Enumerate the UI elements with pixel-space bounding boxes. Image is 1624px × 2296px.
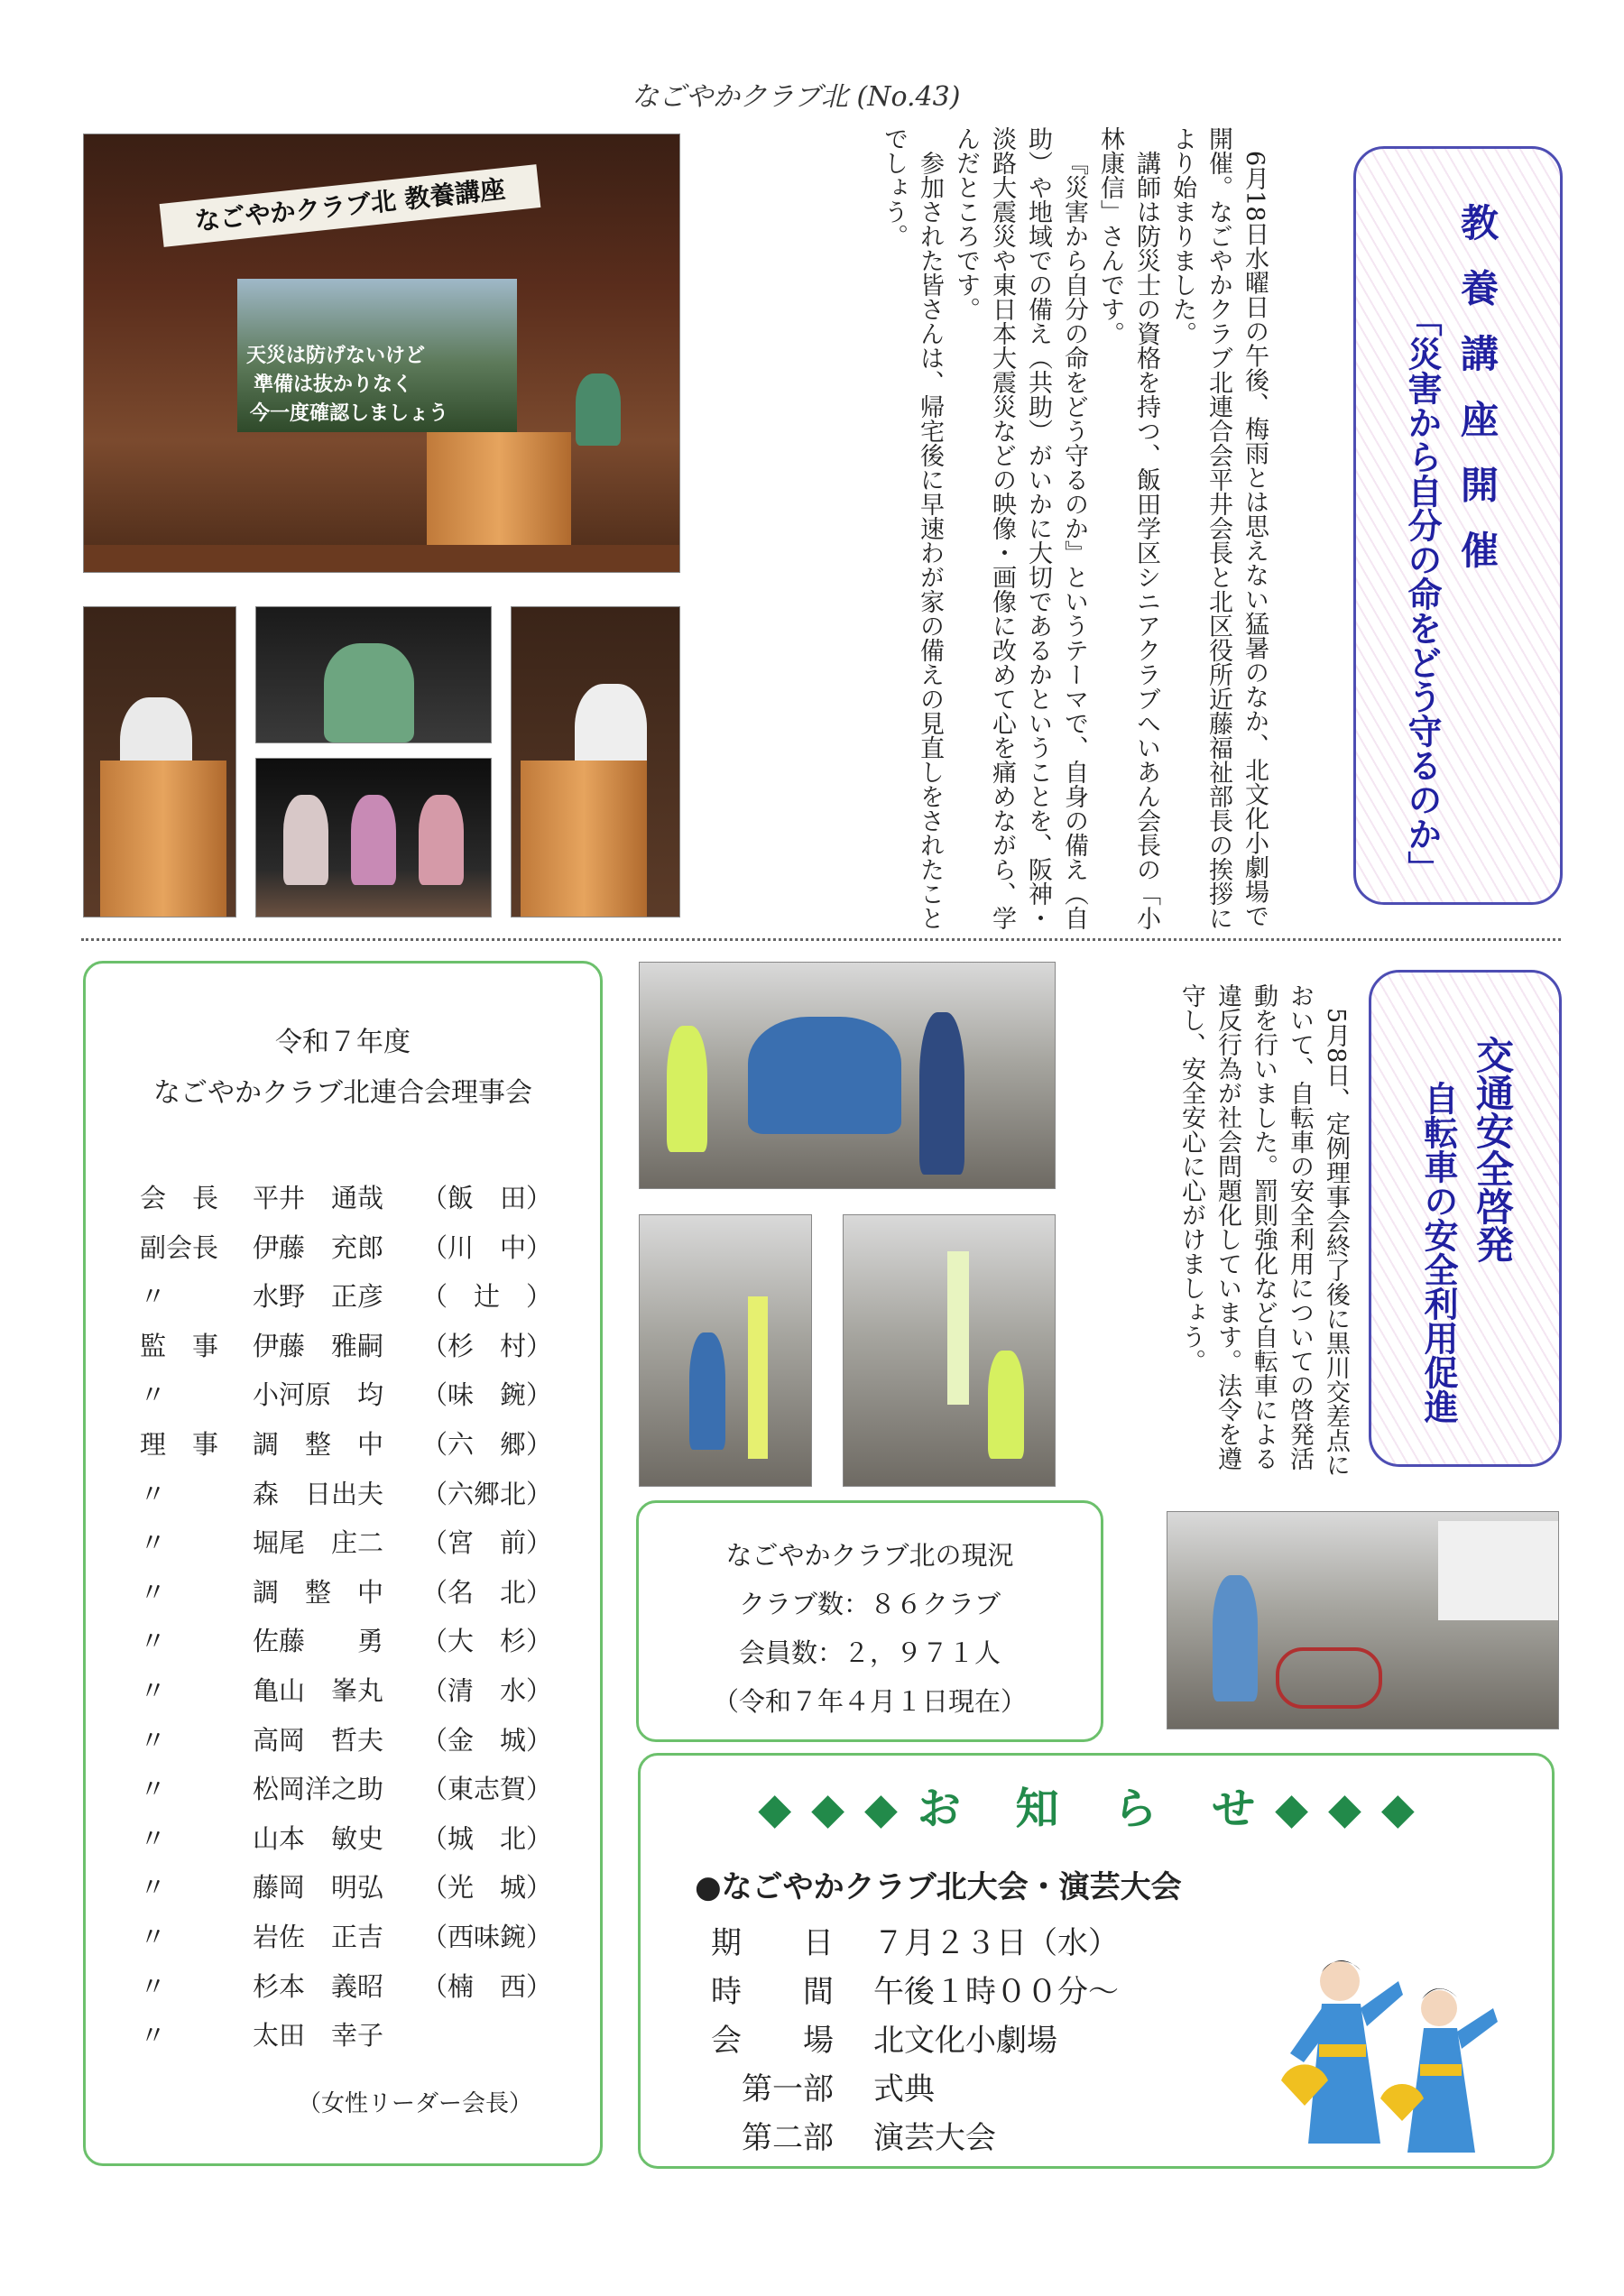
truck — [1438, 1521, 1558, 1620]
officer-name: 伊藤 充郎 — [253, 1231, 384, 1263]
officer-area: （楠 西） — [421, 1970, 553, 2002]
status-title: なごやかクラブ北の現況 — [725, 1540, 1014, 1571]
officer-role: 理 事 — [140, 1429, 219, 1460]
officer-name: 調 整 中 — [253, 1576, 384, 1608]
lecturer-figure-closeup — [324, 643, 414, 742]
dancer-1-icon — [1281, 1960, 1403, 2144]
lecture-stage-photo — [83, 134, 680, 573]
newsletter-header: なごやかクラブ北 (No.43) — [632, 81, 961, 113]
officer-area: （西味鋺） — [421, 1922, 553, 1952]
officer-role: 〃 — [140, 1922, 167, 1952]
part1-value: 式典 — [873, 2071, 935, 2107]
officer-role: 会 長 — [140, 1183, 219, 1213]
part1-label: 第一部 — [742, 2071, 834, 2107]
part2-label: 第二部 — [742, 2120, 834, 2156]
officer-area: （東志賀） — [421, 1774, 553, 1805]
speaker-photo-1 — [83, 606, 236, 917]
officer-role: 〃 — [140, 1478, 167, 1509]
officer-area: （川 中） — [421, 1231, 553, 1263]
lecture-article — [731, 126, 1272, 938]
officer-name: 高岡 哲夫 — [253, 1724, 384, 1756]
officer-area: （城 北） — [421, 1822, 553, 1854]
officer-role: 副会長 — [140, 1231, 219, 1263]
time-value: 午後１時００分～ — [873, 1974, 1119, 2010]
officer-role: 〃 — [140, 1527, 167, 1559]
venue-label: 会 場 — [711, 2023, 834, 2059]
status-as-of: （令和７年４月１日現在） — [712, 1686, 1027, 1717]
officer-name: 山本 敏史 — [253, 1822, 384, 1854]
officer-name: 水野 正彦 — [253, 1281, 384, 1313]
officer-name: 藤岡 明弘 — [253, 1872, 384, 1904]
officer-role: 〃 — [140, 1822, 167, 1854]
projection-screen — [237, 279, 517, 432]
officer-role: 〃 — [140, 1970, 167, 2002]
officer-name: 平井 通哉 — [253, 1183, 384, 1213]
officer-role: 〃 — [140, 1774, 167, 1805]
stage-banner: なごやかクラブ北 教養講座 — [160, 164, 541, 247]
speaker-photo-2 — [511, 606, 680, 917]
officer-area: （飯 田） — [421, 1183, 553, 1213]
lecture-paragraph-3: 『災害から自分の命をどう守るのか』というテーマで、自身の備え（自助）や地域での備え（共助）がいかに大切であるかということを、阪神・淡路大震災や東日本大震災などの映像・画像に改めて心を痛めながら、学んだところです。 — [952, 126, 1088, 930]
lecture-paragraph-4: 参加された皆さんは、帰宅後に早速わが家の備えの見直しをされたことでしょう。 — [880, 126, 944, 930]
venue-value: 北文化小劇場 — [873, 2023, 1057, 2059]
lecture-title-box — [1353, 146, 1563, 905]
notice-event: ●なごやかクラブ北大会・演芸大会 — [695, 1869, 1182, 1905]
officer-area: （清 水） — [421, 1675, 553, 1706]
campaign-banner — [748, 1296, 768, 1459]
traffic-subtitle: 自転車の安全利用促進 — [1418, 1081, 1458, 1424]
officer-area: （大 杉） — [421, 1626, 553, 1657]
officers-title-2: なごやかクラブ北連合会理事会 — [153, 1077, 532, 1109]
volunteer-1 — [667, 1026, 707, 1152]
traffic-title: 交通安全啓発 — [1471, 1036, 1515, 1263]
status-members: 会員数：２，９７１人 — [738, 1637, 1001, 1668]
participant-1 — [283, 795, 328, 885]
officer-name: 松岡洋之助 — [253, 1774, 384, 1805]
stage-floor — [84, 545, 679, 572]
officer-role: 〃 — [140, 1379, 167, 1411]
bicycle-photo — [1167, 1511, 1559, 1729]
officer-role: 〃 — [140, 1872, 167, 1904]
officer-area: （ 辻 ） — [421, 1281, 553, 1313]
podium-1 — [100, 761, 226, 917]
officer-with-bike — [1213, 1575, 1258, 1701]
traffic-paragraph-1: 5月8日、定例理事会終了後に黒川交差点において、自転車の安全利用についての啓発活動を行いました。罰則強化など自転車による違反行為が社会問題化しています。法令を遵守し、安全安心に心がけましょう。 — [1177, 983, 1350, 1478]
volunteer-3 — [988, 1351, 1024, 1459]
campaign-banner-2 — [947, 1251, 969, 1405]
officer-role: 〃 — [140, 1281, 167, 1313]
officer-name: 太田 幸子 — [253, 2020, 384, 2052]
officer-area: （六郷北） — [421, 1478, 553, 1509]
traffic-campaign-photo-3 — [843, 1214, 1056, 1487]
officers-title-1: 令和７年度 — [275, 1027, 411, 1058]
volunteer-2 — [689, 1332, 725, 1450]
time-label: 時 間 — [711, 1974, 834, 2010]
screen-text-1: 天災は防げないけど — [246, 345, 426, 367]
officer-area: （六 郷） — [421, 1429, 553, 1460]
officer-area: （宮 前） — [421, 1527, 553, 1559]
officer-name: 調 整 中 — [253, 1429, 384, 1460]
date-value: ７月２３日（水） — [873, 1925, 1119, 1961]
notice-box — [638, 1753, 1555, 2169]
participants-photo — [255, 758, 492, 917]
lecturer-figure — [576, 373, 621, 446]
officer-role: 〃 — [140, 1626, 167, 1657]
bicycle — [1276, 1647, 1382, 1709]
traffic-campaign-photo-1 — [639, 962, 1056, 1189]
officer-name: 杉本 義昭 — [253, 1970, 384, 2002]
traffic-title-box — [1369, 970, 1562, 1467]
officer-area: （金 城） — [421, 1724, 553, 1756]
officer-name: 岩佐 正吉 — [253, 1922, 384, 1952]
notice-title: ◆◆◆お 知 ら せ◆◆◆ — [758, 1784, 1435, 1834]
lecture-paragraph-2: 講師は防災士の資格を持つ、飯田学区シニアクラブへいあん会長の「小林康信」さんです。 — [1096, 126, 1160, 930]
lecture-title: 教 養 講 座 開 催 — [1455, 203, 1499, 576]
officer-area: （杉 村） — [421, 1330, 553, 1361]
traffic-article — [1047, 983, 1353, 1489]
officer-name: 堀尾 庄二 — [253, 1527, 384, 1559]
screen-text-3: 今一度確認しましょう — [250, 402, 449, 425]
officer-name: 森 日出夫 — [253, 1478, 384, 1509]
part2-value: 演芸大会 — [873, 2120, 996, 2156]
participant-2 — [351, 795, 396, 885]
podium-2 — [521, 761, 647, 917]
officer-area: （味 鋺） — [421, 1379, 553, 1411]
club-status-box — [636, 1500, 1103, 1742]
dancer-2-icon — [1380, 1988, 1498, 2153]
lecturer-closeup-photo — [255, 606, 492, 743]
officer-area: （光 城） — [421, 1872, 553, 1904]
participant-3 — [419, 795, 464, 885]
volunteer-group — [748, 1017, 901, 1134]
officer-role: 〃 — [140, 1724, 167, 1756]
officer-role: 〃 — [140, 2020, 167, 2052]
officer-name: 亀山 峯丸 — [253, 1675, 384, 1706]
dancers-illustration — [1272, 1945, 1507, 2162]
officer-name: 伊藤 雅嗣 — [253, 1330, 384, 1361]
police-officer — [919, 1012, 964, 1175]
officer-name: 佐藤 勇 — [253, 1626, 384, 1657]
status-clubs: クラブ数：８６クラブ — [738, 1589, 1001, 1619]
officer-name: 小河原 均 — [253, 1379, 384, 1411]
officer-area: （名 北） — [421, 1576, 553, 1608]
date-label: 期 日 — [711, 1925, 834, 1961]
officer-role: 監 事 — [140, 1330, 219, 1361]
officer-role: 〃 — [140, 1675, 167, 1706]
officers-footnote: （女性リーダー会長） — [298, 2090, 533, 2117]
screen-text-2: 準備は抜かりなく — [254, 373, 413, 396]
traffic-campaign-photo-2 — [639, 1214, 812, 1487]
lecture-subtitle: 「災害から自分の命をどう守るのか」 — [1402, 302, 1442, 885]
officer-role: 〃 — [140, 1576, 167, 1608]
section-divider — [81, 938, 1561, 941]
lecture-paragraph-1: 6月18日水曜日の午後、梅雨とは思えない猛暑のなか、北文化小劇場で開催。なごやかクラブ北連合会平井会長と北区役所近藤福祉部長の挨拶により始まりました。 — [1168, 126, 1269, 930]
officers-box — [83, 961, 603, 2166]
